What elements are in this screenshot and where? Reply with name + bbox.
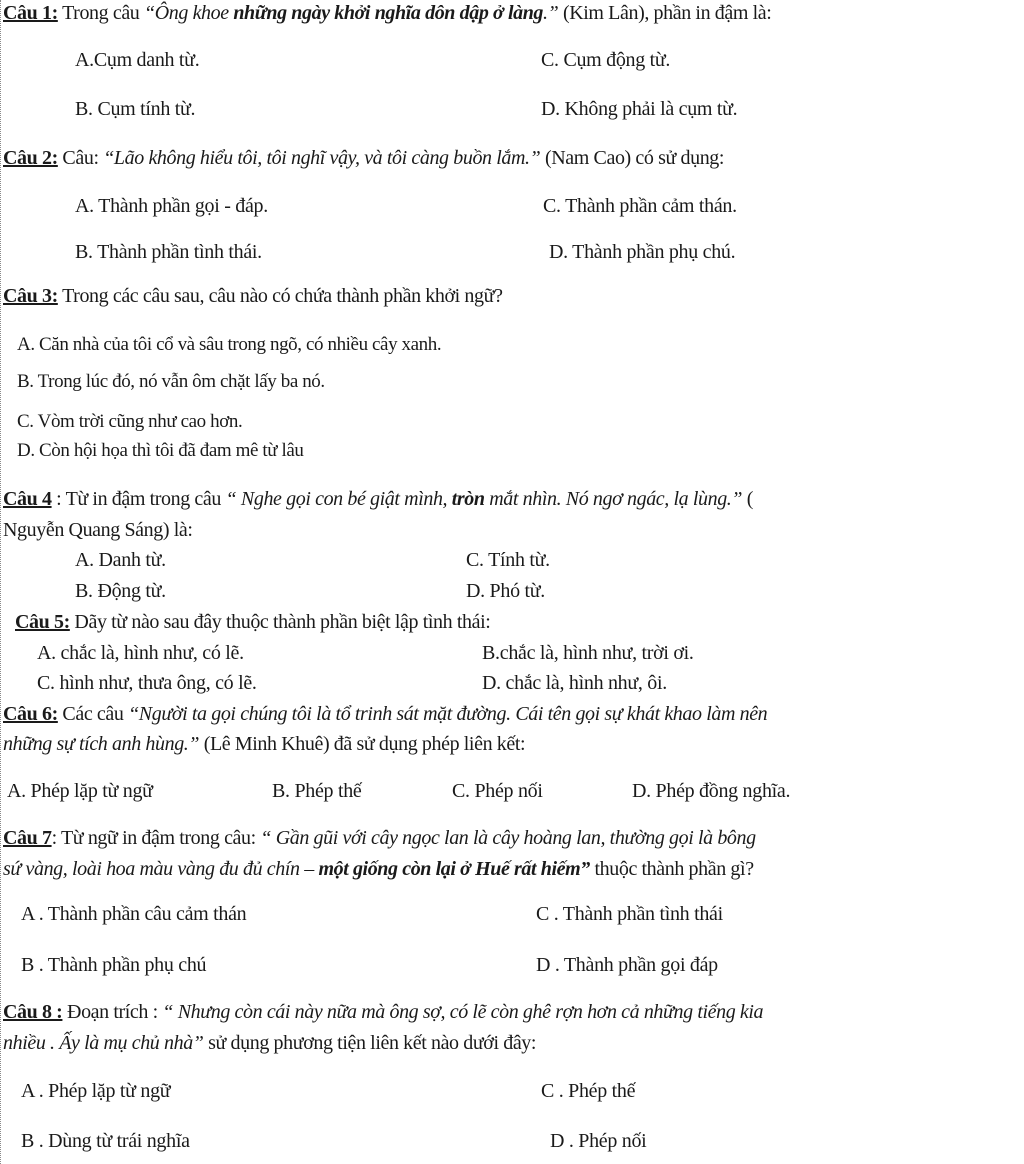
question-4-option-d: D. Phó từ. — [466, 580, 545, 602]
question-7-option-c: C . Thành phần tình thái — [536, 903, 723, 925]
question-3-option-b: B. Trong lúc đó, nó vẫn ôm chặt lấy ba nó. — [17, 371, 325, 392]
question-4-option-b: B. Động từ. — [75, 580, 166, 602]
question-2-option-a: A. Thành phần gọi - đáp. — [75, 195, 268, 217]
question-7-stem-cont: sứ vàng, loài hoa màu vàng đu đủ chín – một giống còn lại ở Huế rất hiếm” thuộc thành phần gì? — [3, 858, 754, 880]
question-2-stem: Câu 2: Câu: “Lão không hiểu tôi, tôi nghĩ vậy, và tôi càng buồn lắm.” (Nam Cao) có sử dụng: — [3, 147, 725, 169]
question-4-option-a: A. Danh từ. — [75, 549, 166, 571]
question-1-option-c: C. Cụm động từ. — [541, 49, 671, 71]
question-3-option-d: D. Còn hội họa thì tôi đã đam mê từ lâu — [17, 440, 304, 461]
question-1-option-a: A.Cụm danh từ. — [75, 49, 200, 71]
question-6-option-b: B. Phép thế — [272, 780, 362, 802]
question-3-option-a: A. Căn nhà của tôi cổ và sâu trong ngõ, có nhiều cây xanh. — [17, 334, 442, 355]
question-7-option-d: D . Thành phần gọi đáp — [536, 954, 718, 976]
question-4-option-c: C. Tính từ. — [466, 549, 550, 571]
question-7-option-b: B . Thành phần phụ chú — [21, 954, 207, 976]
question-6-option-c: C. Phép nối — [452, 780, 543, 802]
question-8-option-b: B . Dùng từ trái nghĩa — [21, 1130, 190, 1152]
question-8-stem-cont: nhiều . Ấy là mụ chủ nhà” sử dụng phương tiện liên kết nào dưới đây: — [3, 1032, 537, 1054]
page-left-border — [0, 0, 3, 1164]
question-8-stem: Câu 8 : Đoạn trích : “ Nhưng còn cái này nữa mà ông sợ, có lẽ còn ghê rợn hơn cả những tiếng kia — [3, 1001, 764, 1023]
question-6-option-a: A. Phép lặp từ ngữ — [7, 780, 153, 802]
question-5-option-a: A. chắc là, hình như, có lẽ. — [37, 642, 244, 664]
question-5-option-c: C. hình như, thưa ông, có lẽ. — [37, 672, 257, 694]
question-6-option-d: D. Phép đồng nghĩa. — [632, 780, 791, 802]
question-5-option-b: B.chắc là, hình như, trời ơi. — [482, 642, 694, 664]
question-7-stem: Câu 7: Từ ngữ in đậm trong câu: “ Gần gũi với cây ngọc lan là cây hoàng lan, thường gọi là bông — [3, 827, 756, 849]
question-8-option-c: C . Phép thế — [541, 1080, 636, 1102]
question-8-option-d: D . Phép nối — [550, 1130, 647, 1152]
question-2-option-d: D. Thành phần phụ chú. — [549, 241, 736, 263]
question-5-stem: Câu 5: Dãy từ nào sau đây thuộc thành phần biệt lập tình thái: — [15, 611, 491, 633]
question-6-stem: Câu 6: Các câu “Người ta gọi chúng tôi là tổ trinh sát mặt đường. Cái tên gọi sự khát khao làm nên — [3, 703, 768, 725]
question-2-option-c: C. Thành phần cảm thán. — [543, 195, 737, 217]
question-1-option-d: D. Không phải là cụm từ. — [541, 98, 738, 120]
question-3-option-c: C. Vòm trời cũng như cao hơn. — [17, 411, 243, 432]
question-5-option-d: D. chắc là, hình như, ôi. — [482, 672, 667, 694]
question-3-stem: Câu 3: Trong các câu sau, câu nào có chứa thành phần khởi ngữ? — [3, 285, 503, 307]
question-6-stem-cont: những sự tích anh hùng.” (Lê Minh Khuê) đã sử dụng phép liên kết: — [3, 733, 526, 755]
question-4-stem-cont: Nguyễn Quang Sáng) là: — [3, 519, 193, 541]
question-1-stem: Câu 1: Trong câu “Ông khoe những ngày khởi nghĩa dôn dập ở làng.” (Kim Lân), phần in đậm là: — [3, 2, 772, 24]
question-8-option-a: A . Phép lặp từ ngữ — [21, 1080, 171, 1102]
question-2-option-b: B. Thành phần tình thái. — [75, 241, 262, 263]
question-4-stem: Câu 4 : Từ in đậm trong câu “ Nghe gọi con bé giật mình, tròn mắt nhìn. Nó ngơ ngác, lạ lùng.” ( — [3, 488, 753, 510]
question-7-option-a: A . Thành phần câu cảm thán — [21, 903, 247, 925]
question-1-option-b: B. Cụm tính từ. — [75, 98, 196, 120]
